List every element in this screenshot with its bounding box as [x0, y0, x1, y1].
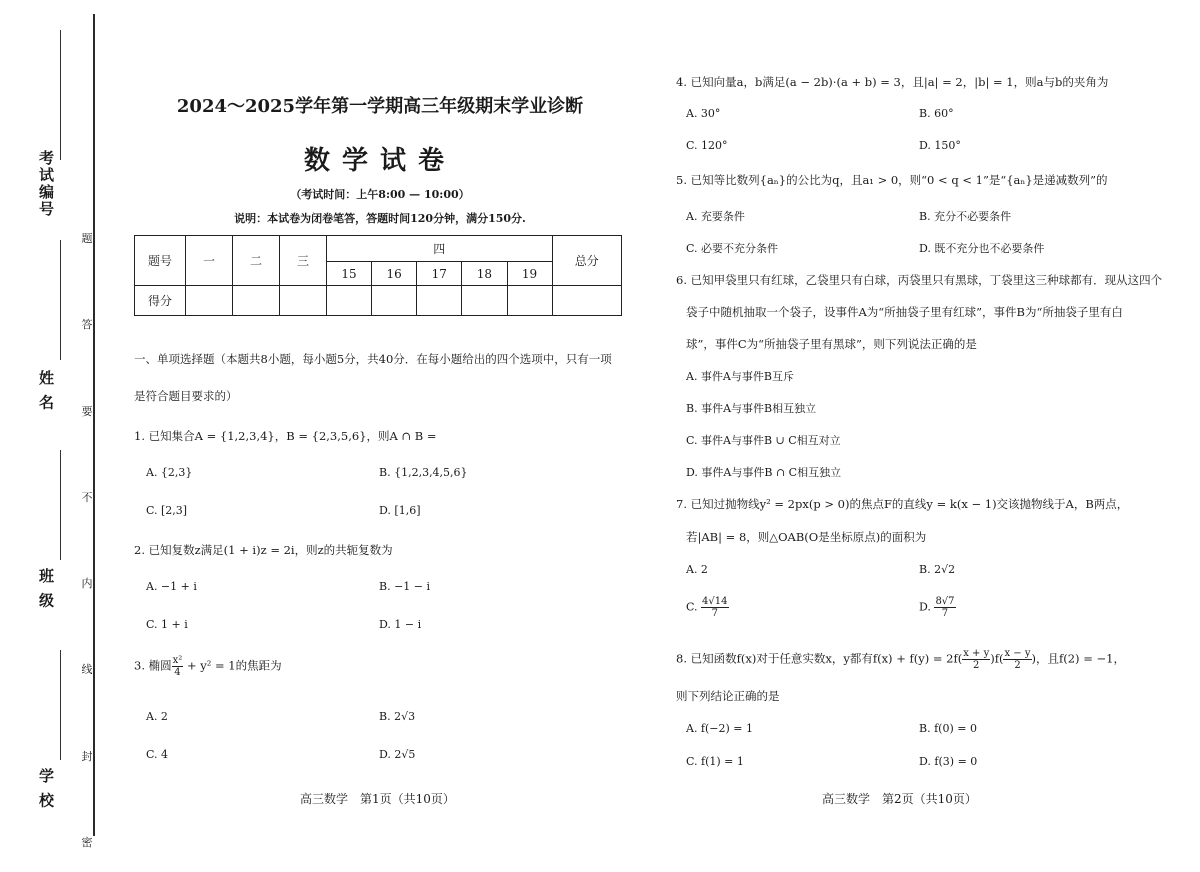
score-cell[interactable]: [186, 286, 233, 316]
score-cell[interactable]: [417, 286, 462, 316]
score-table: [134, 235, 622, 316]
q8-fraction-1: [962, 648, 990, 671]
q7-d-den: 7: [941, 608, 949, 619]
q19-header: 19: [507, 262, 552, 286]
q3-stem-pre: 3. 椭圆: [134, 658, 172, 673]
q5-option-c: C. 必要不充分条件: [686, 242, 779, 255]
q8-option-a: A. f(−2) = 1: [686, 722, 754, 735]
score-cell[interactable]: [462, 286, 507, 316]
q1-stem: 1. 已知集合A = {1,2,3,4}，B = {2,3,5,6}，则A ∩ B =: [134, 429, 437, 443]
q3-option-b: B. 2√3: [379, 710, 416, 723]
q6-line2: 袋子中随机抽取一个袋子，设事件A为“所抽袋子里有红球”，事件B为“所抽袋子里有白: [686, 305, 1123, 319]
score-cell[interactable]: [233, 286, 280, 316]
q7-option-d: [919, 596, 956, 619]
seal-char: 答: [81, 318, 93, 332]
score-cell[interactable]: [280, 286, 327, 316]
subject-title: 数学试卷: [303, 146, 456, 176]
q8-line2: 则下列结论正确的是: [676, 689, 780, 703]
seal-char: 封: [81, 749, 93, 763]
seal-char: 密: [81, 835, 93, 849]
score-cell[interactable]: [507, 286, 552, 316]
school-label: 学 校: [37, 768, 55, 810]
page1-footer: 高三数学 第1页（共10页）: [300, 792, 455, 806]
binding-rule: [93, 14, 95, 836]
seal-line-text: [74, 230, 100, 850]
binding-margin: [0, 0, 100, 872]
q15-header: 15: [327, 262, 372, 286]
q4-option-d: D. 150°: [919, 139, 961, 152]
q7-option-d-fraction: [934, 596, 955, 619]
q3-stem-post: + y² = 1的焦距为: [183, 658, 282, 673]
q1-option-a: A. {2,3}: [146, 466, 193, 479]
q7-option-d-label: D.: [919, 600, 931, 614]
q8-f2-num: x − y: [1004, 648, 1031, 659]
class-label: 班 级: [37, 568, 55, 610]
exam-no-label: 考试编号: [37, 150, 55, 218]
section1-heading-line1: 一、单项选择题（本题共8小题，每小题5分，共40分．在每小题给出的四个选项中，只有一项: [134, 352, 612, 366]
q2-option-a: A. −1 + i: [146, 580, 197, 593]
q8-option-d: D. f(3) = 0: [919, 755, 978, 768]
q2-option-d: D. 1 − i: [379, 618, 422, 631]
q5-option-d: D. 既不充分也不必要条件: [919, 242, 1045, 255]
q7-option-c-label: C.: [686, 600, 698, 614]
seal-char: 题: [81, 232, 93, 245]
name-line: [60, 240, 61, 360]
q4-option-c: C. 120°: [686, 139, 728, 152]
q5-option-a: A. 充要条件: [686, 210, 745, 223]
section-3-header: 三: [280, 236, 327, 286]
q8-f1-den: 2: [973, 660, 980, 671]
seal-char: 要: [81, 404, 93, 418]
q7-line1: 7. 已知过抛物线y² = 2px(p > 0)的焦点F的直线y = k(x − 1)交该抛物线于A，B两点，: [676, 497, 1129, 511]
section-4-header: 四: [327, 236, 553, 262]
q7-option-c-fraction: [701, 596, 728, 619]
page2-footer: 高三数学 第2页（共10页）: [822, 792, 977, 806]
row-label-qno: 题号: [135, 236, 186, 286]
section1-heading-line2: 是符合题目要求的）: [134, 389, 238, 403]
q2-option-b: B. −1 − i: [379, 580, 431, 593]
exam-note: 说明：本试卷为闭卷笔答，答题时间120分钟，满分150分.: [234, 212, 526, 225]
row-label-score: 得分: [135, 286, 186, 316]
q3-fraction: [172, 655, 184, 678]
q5-option-b: B. 充分不必要条件: [919, 210, 1012, 223]
q1-option-d: D. [1,6]: [379, 504, 421, 517]
section-2-header: 二: [233, 236, 280, 286]
school-line: [60, 650, 61, 760]
q3-option-d: D. 2√5: [379, 748, 416, 761]
seal-char: 内: [81, 577, 93, 591]
q3-frac-num: x²: [172, 655, 183, 666]
seal-char: 不: [81, 490, 93, 504]
q1-option-b: B. {1,2,3,4,5,6}: [379, 466, 468, 479]
q1-option-c: C. [2,3]: [146, 504, 188, 517]
q17-header: 17: [417, 262, 462, 286]
score-cell[interactable]: [372, 286, 417, 316]
q7-option-a: A. 2: [686, 563, 708, 576]
q7-option-c: [686, 596, 729, 619]
q8-line1-post: )，且f(2) = −1，: [1031, 651, 1125, 666]
q7-c-num: 4√14: [702, 596, 728, 607]
q6-line3: 球”，事件C为“所抽袋子里有黑球”，则下列说法正确的是: [686, 337, 977, 351]
q16-header: 16: [372, 262, 417, 286]
exam-no-line: [60, 30, 61, 160]
q7-option-b: B. 2√2: [919, 563, 956, 576]
q3-frac-den: 4: [174, 667, 181, 678]
q8-option-c: C. f(1) = 1: [686, 755, 744, 768]
q8-mid: )f(: [990, 651, 1004, 666]
exam-title: 2024～2025学年第一学期高三年级期末学业诊断: [176, 96, 584, 117]
section-1-header: 一: [186, 236, 233, 286]
q8-option-b: B. f(0) = 0: [919, 722, 977, 735]
q7-c-den: 7: [711, 608, 718, 619]
q6-option-d: D. 事件A与事件B ∩ C相互独立: [686, 466, 842, 479]
seal-char: 线: [81, 663, 93, 677]
q4-option-b: B. 60°: [919, 107, 954, 120]
q8-line1: [676, 648, 1125, 671]
q3-stem: [134, 655, 282, 678]
class-line: [60, 450, 61, 560]
q4-option-a: A. 30°: [686, 107, 721, 120]
q7-line2: 若|AB| = 8，则△OAB(O是坐标原点)的面积为: [686, 530, 927, 544]
q3-option-c: C. 4: [146, 748, 169, 761]
q4-stem: 4. 已知向量a，b满足(a − 2b)·(a + b) = 3，且|a| = 2，|b| = 1，则a与b的夹角为: [676, 75, 1109, 89]
q6-option-c: C. 事件A与事件B ∪ C相互对立: [686, 434, 841, 447]
q3-option-a: A. 2: [146, 710, 168, 723]
q7-d-num: 8√7: [935, 596, 955, 607]
q6-option-a: A. 事件A与事件B互斥: [686, 370, 794, 383]
score-cell[interactable]: [552, 286, 621, 316]
q6-option-b: B. 事件A与事件B相互独立: [686, 402, 817, 415]
exam-time: （考试时间：上午8:00 — 10:00）: [290, 188, 470, 201]
q5-stem: 5. 已知等比数列{aₙ}的公比为q，且a₁ > 0，则“0 < q < 1”是“{aₙ}是递减数列”的: [676, 173, 1108, 187]
q2-option-c: C. 1 + i: [146, 618, 188, 631]
q8-f2-den: 2: [1014, 660, 1021, 671]
q18-header: 18: [462, 262, 507, 286]
total-header: 总分: [552, 236, 621, 286]
q8-fraction-2: [1003, 648, 1031, 671]
q8-line1-pre: 8. 已知函数f(x)对于任意实数x，y都有f(x) + f(y) = 2f(: [676, 651, 963, 666]
q2-stem: 2. 已知复数z满足(1 + i)z = 2i，则z的共轭复数为: [134, 543, 393, 557]
score-cell[interactable]: [327, 286, 372, 316]
name-label: 姓 名: [37, 370, 55, 412]
q8-f1-num: x + y: [963, 648, 990, 659]
q6-line1: 6. 已知甲袋里只有红球，乙袋里只有白球，丙袋里只有黑球，丁袋里这三种球都有．现从这四个: [676, 273, 1163, 287]
